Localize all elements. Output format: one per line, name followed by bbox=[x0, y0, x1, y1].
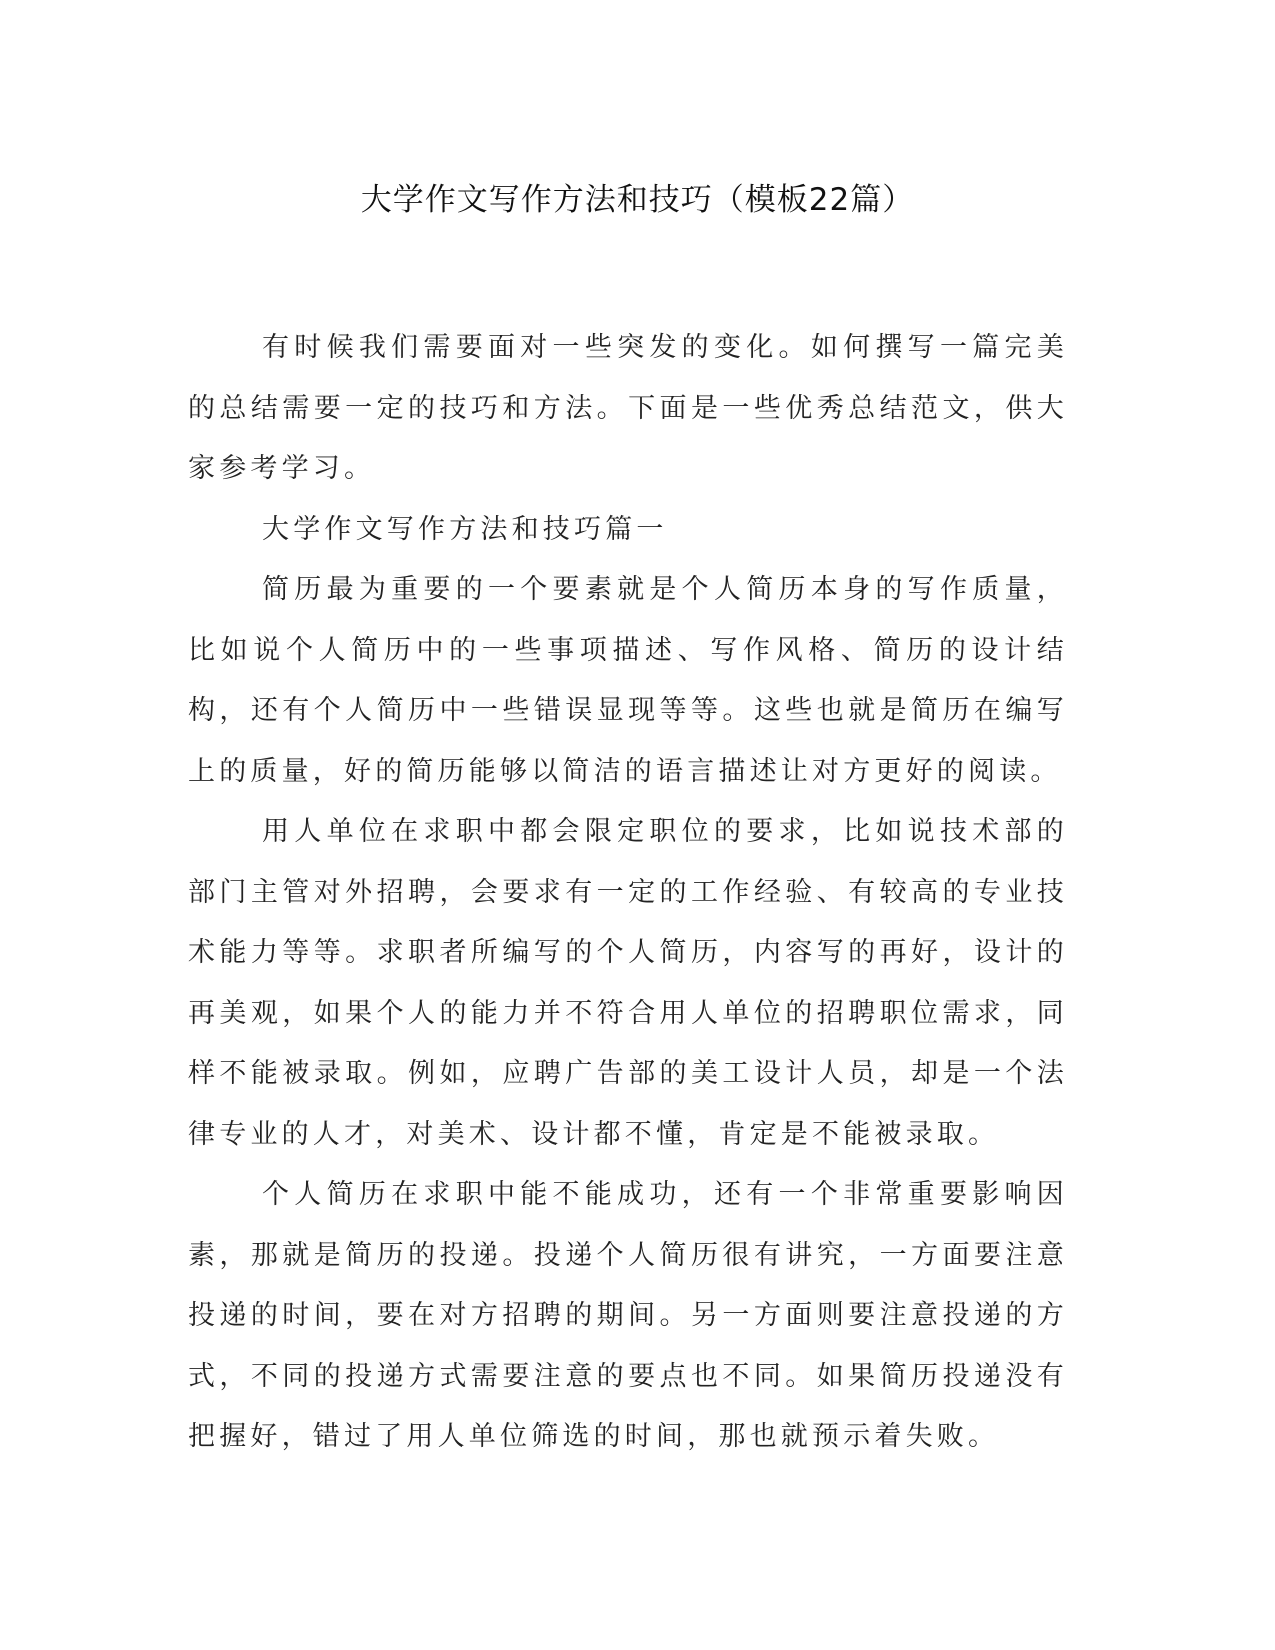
section-heading: 大学作文写作方法和技巧篇一 bbox=[262, 513, 668, 545]
document-title: 大学作文写作方法和技巧（模板22篇） bbox=[360, 182, 915, 218]
paragraph-intro: 有时候我们需要面对一些突发的变化。如何撰写一篇完美的总结需要一定的技巧和方法。下面是一些优秀总结范文，供大家参考学习。 bbox=[188, 332, 1068, 484]
paragraph-resume-delivery: 个人简历在求职中能不能成功，还有一个非常重要影响因素，那就是简历的投递。投递个人简历很有讲究，一方面要注意投递的时间，要在对方招聘的期间。另一方面则要注意投递的方式，不同的投递方式需要注意的要点也不同。如果简历投递没有把握好，错过了用人单位筛选的时间，那也就预示着失败。 bbox=[188, 1179, 1068, 1452]
paragraph-job-requirements: 用人单位在求职中都会限定职位的要求，比如说技术部的部门主管对外招聘，会要求有一定的工作经验、有较高的专业技术能力等等。求职者所编写的个人简历，内容写的再好，设计的再美观，如果个人的能力并不符合用人单位的招聘职位需求，同样不能被录取。例如，应聘广告部的美工设计人员，却是一个法律专业的人才，对美术、设计都不懂，肯定是不能被录取。 bbox=[188, 816, 1068, 1150]
paragraph-resume-quality: 简历最为重要的一个要素就是个人简历本身的写作质量，比如说个人简历中的一些事项描述、写作风格、简历的设计结构，还有个人简历中一些错误显现等等。这些也就是简历在编写上的质量，好的简历能够以简洁的语言描述让对方更好的阅读。 bbox=[188, 574, 1068, 787]
document-body bbox=[188, 318, 1068, 1468]
